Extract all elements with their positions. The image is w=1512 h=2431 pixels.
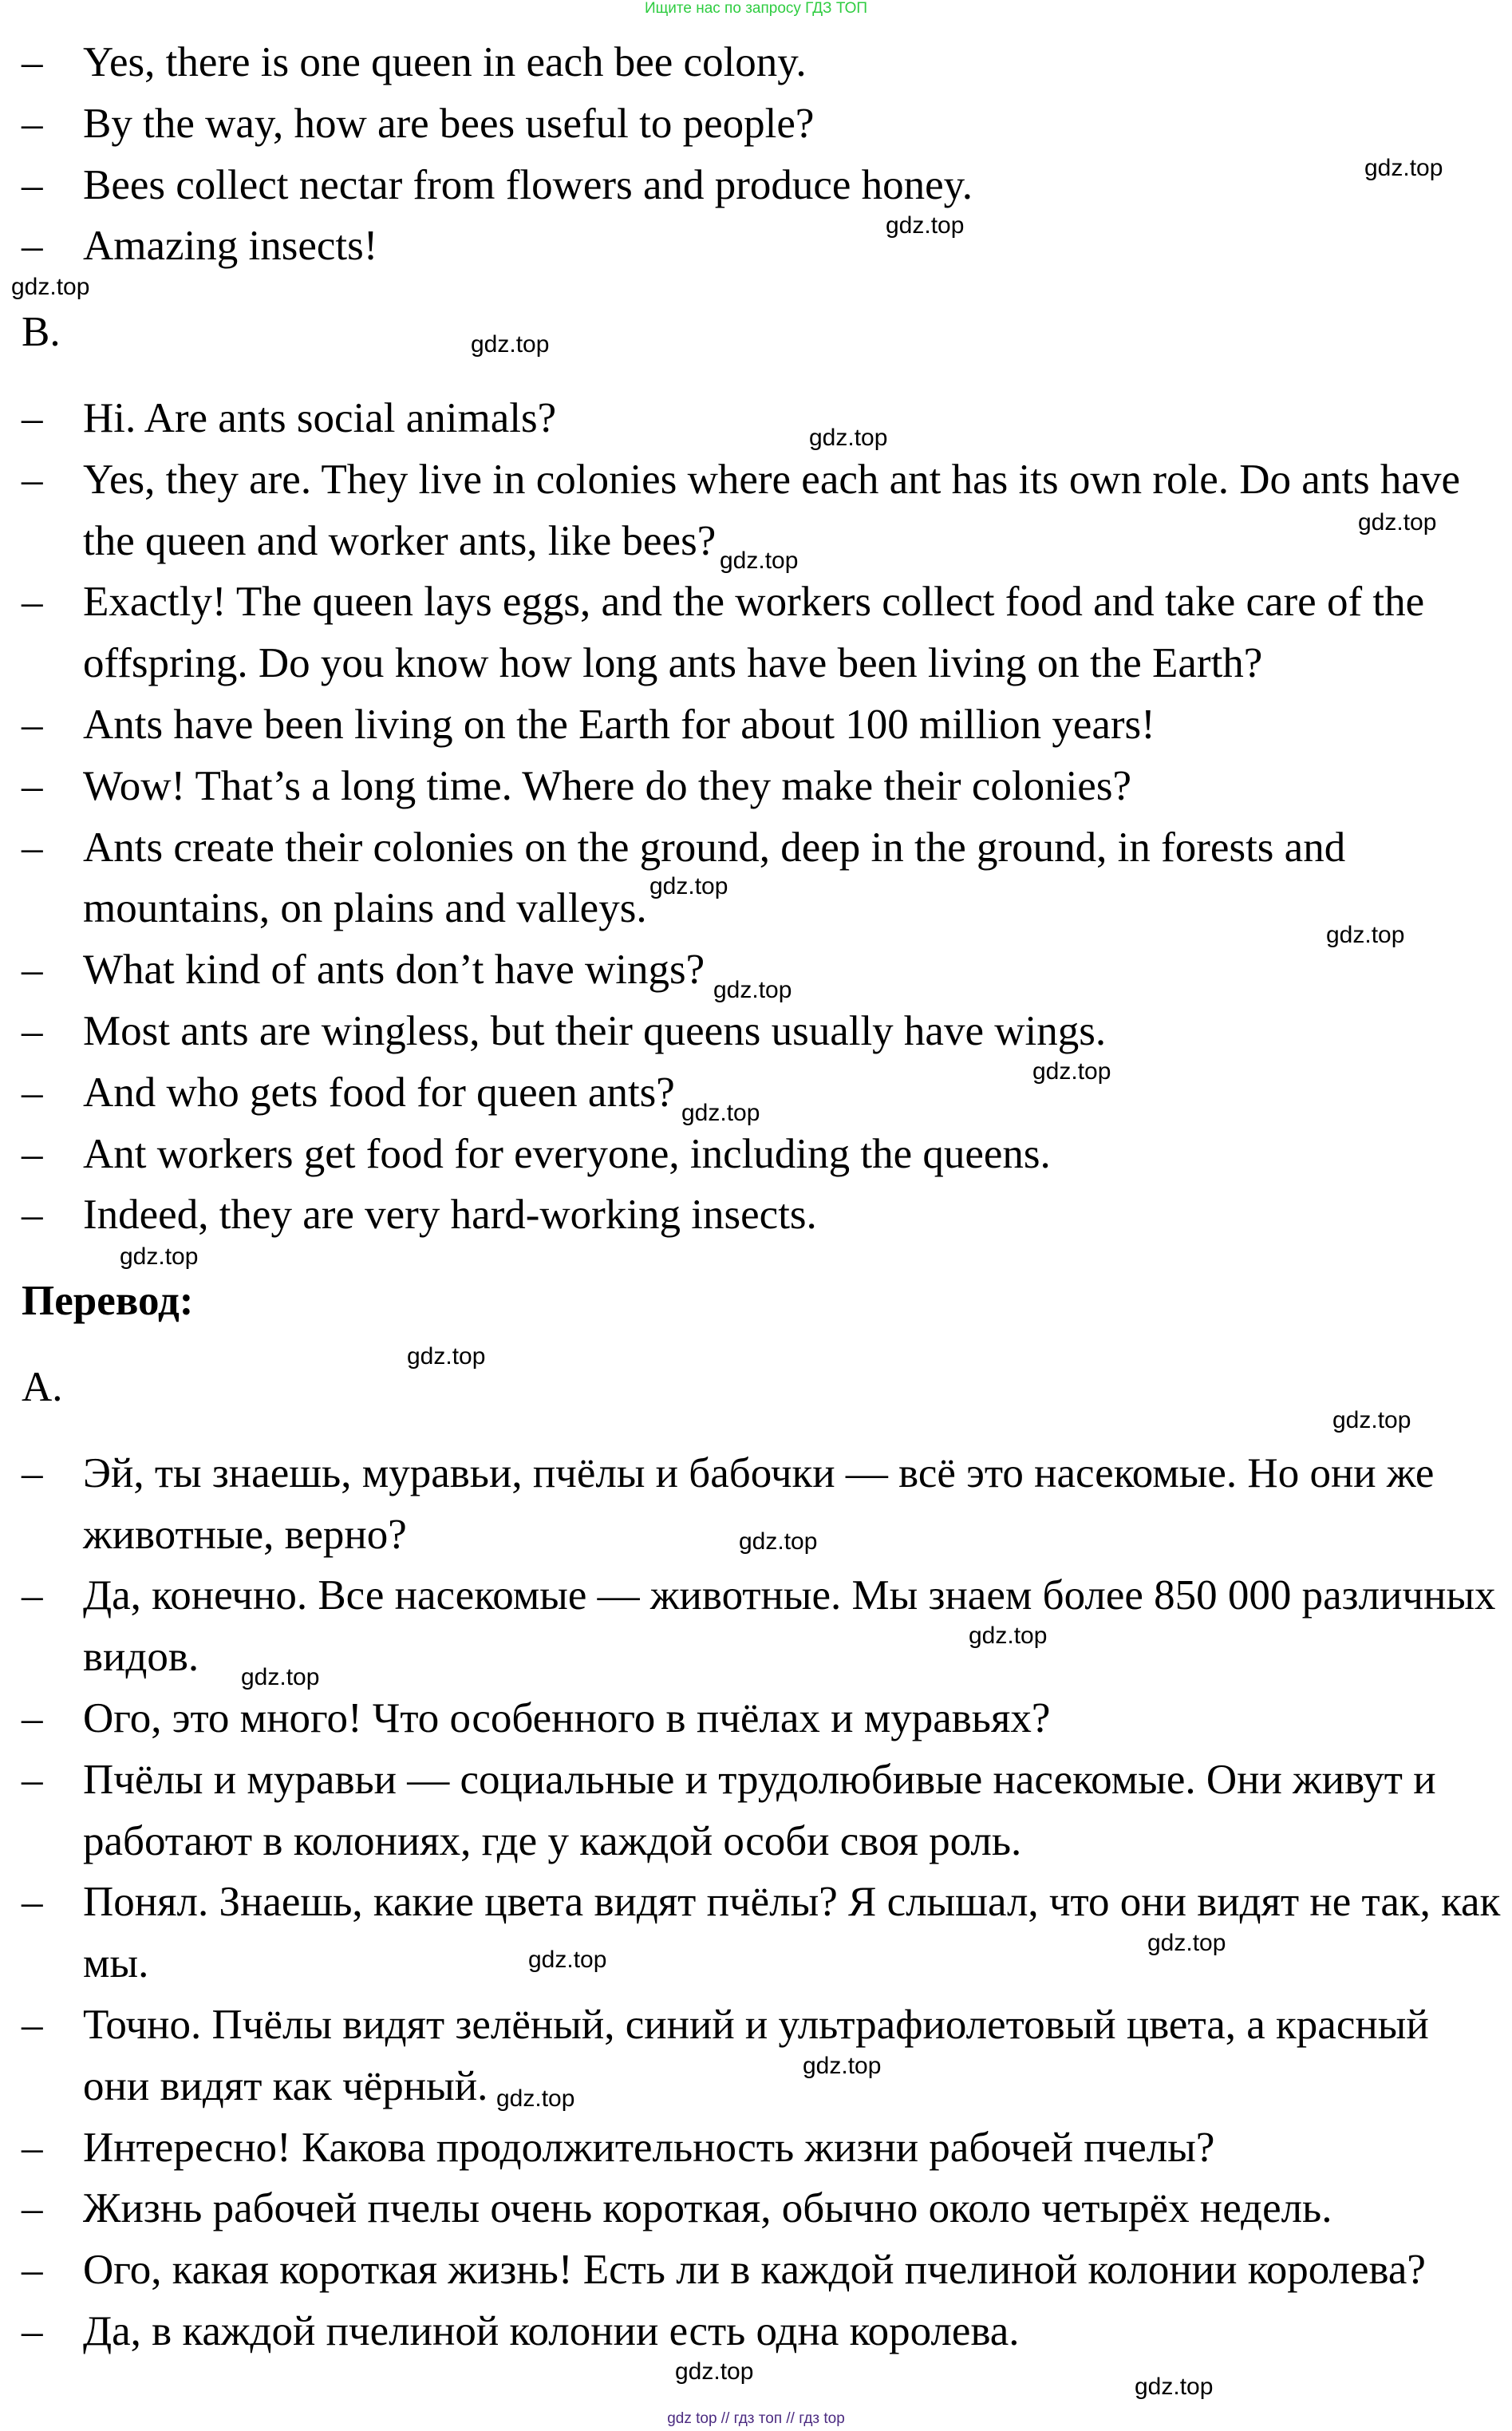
dialogue-line — [0, 2117, 1512, 2179]
dash-marker: – — [22, 1069, 43, 1116]
dialogue-line — [0, 756, 1512, 817]
dialogue-text: Yes, there is one queen in each bee colony. — [83, 39, 807, 85]
dialogue-text: Hi. Are ants social animals? — [83, 394, 557, 441]
dialogue-line — [0, 1688, 1512, 1749]
dash-marker: – — [22, 2185, 43, 2232]
dialogue-text: Точно. Пчёлы видят зелёный, синий и ультрафиолетовый цвета, а красный они видят как чёрный. — [83, 2001, 1429, 2109]
dash-marker: – — [22, 161, 43, 208]
dialogue-line — [0, 2178, 1512, 2239]
dash-marker: – — [22, 1756, 43, 1803]
dialogue-text: Wow! That’s a long time. Where do they make their colonies? — [83, 762, 1131, 809]
dash-marker: – — [22, 100, 43, 147]
dialogue-line — [0, 155, 1512, 216]
section-a-tail — [0, 32, 1512, 277]
dash-marker: – — [22, 1192, 43, 1239]
dialogue-line — [0, 1001, 1512, 1062]
watermark: gdz.top — [803, 2053, 882, 2079]
translation-subheading: А. — [22, 1363, 63, 1410]
dash-marker: – — [22, 1879, 43, 1926]
watermark: gdz.top — [649, 873, 728, 899]
dialogue-line — [0, 1749, 1512, 1872]
dialogue-text: Пчёлы и муравьи — социальные и трудолюбивые насекомые. Они живут и работают в колониях, где у каждой особи своя роль. — [83, 1756, 1436, 1864]
dialogue-text: Ant workers get food for everyone, including the queens. — [83, 1130, 1051, 1177]
dialogue-line — [0, 1124, 1512, 1185]
dash-marker: – — [22, 947, 43, 994]
watermark: gdz.top — [886, 212, 965, 239]
dialogue-line — [0, 817, 1512, 940]
watermark: gdz.top — [713, 977, 792, 1003]
dialogue-text: Indeed, they are very hard-working insects. — [83, 1192, 817, 1239]
dash-marker: – — [22, 223, 43, 270]
dialogue-text: Ants create their colonies on the ground, deep in the ground, in forests and mountains, on plains and valleys. — [83, 824, 1346, 932]
dialogue-text: Интересно! Какова продолжительность жизни рабочей пчелы? — [83, 2124, 1215, 2171]
watermark: gdz.top — [1358, 509, 1437, 536]
watermark: gdz.top — [720, 547, 799, 574]
dialogue-text: Most ants are wingless, but their queens usually have wings. — [83, 1007, 1107, 1054]
dialogue-text: And who gets food for queen ants? — [83, 1069, 675, 1116]
dialogue-text: Ants have been living on the Earth for about 100 million years! — [83, 701, 1155, 748]
dash-marker: – — [22, 579, 43, 626]
watermark: gdz.top — [241, 1664, 320, 1690]
dialogue-line — [0, 2239, 1512, 2301]
dash-marker: – — [22, 2124, 43, 2171]
dash-marker: – — [22, 39, 43, 85]
dialogue-text: Ого, это много! Что особенного в пчёлах и муравьях? — [83, 1694, 1051, 1741]
dash-marker: – — [22, 1694, 43, 1741]
dialogue-text: Да, конечно. Все насекомые — животные. Мы знаем более 850 000 различных видов. — [83, 1572, 1496, 1681]
translation-heading: Перевод: — [22, 1278, 194, 1325]
dialogue-line — [0, 32, 1512, 93]
section-b-heading: B. — [22, 309, 61, 356]
watermark: gdz.top — [809, 425, 888, 451]
dialogue-line — [0, 2301, 1512, 2362]
watermark: gdz.top — [969, 1623, 1048, 1649]
watermark: gdz.top — [528, 1947, 607, 1973]
dash-marker: – — [22, 394, 43, 441]
dialogue-text: Понял. Знаешь, какие цвета видят пчёлы? Я слышал, что они видят не так, как мы. — [83, 1879, 1501, 1987]
document-body — [0, 32, 1512, 2362]
watermark: gdz.top — [1147, 1930, 1226, 1956]
dialogue-text: By the way, how are bees useful to people? — [83, 100, 815, 147]
dash-marker: – — [22, 762, 43, 809]
watermark: gdz.top — [471, 331, 550, 358]
watermark: gdz.top — [120, 1243, 199, 1270]
dialogue-text: Yes, they are. They live in colonies where each ant has its own role. Do ants have the queen and worker ants, like bees? — [83, 456, 1460, 564]
dash-marker: – — [22, 456, 43, 503]
watermark: gdz.top — [1332, 1407, 1411, 1433]
dialogue-line — [0, 1184, 1512, 1246]
dash-marker: – — [22, 701, 43, 748]
dialogue-text: What kind of ants don’t have wings? — [83, 947, 705, 994]
dash-marker: – — [22, 1449, 43, 1496]
dialogue-line — [0, 1994, 1512, 2117]
watermark: gdz.top — [496, 2085, 575, 2112]
dialogue-line — [0, 694, 1512, 756]
dialogue-line — [0, 571, 1512, 694]
dialogue-text: Ого, какая короткая жизнь! Есть ли в каждой пчелиной колонии королева? — [83, 2247, 1426, 2294]
dash-marker: – — [22, 824, 43, 871]
watermark: gdz.top — [1032, 1058, 1111, 1085]
dialogue-text: Жизнь рабочей пчелы очень короткая, обычно около четырёх недель. — [83, 2185, 1332, 2232]
watermark: gdz.top — [11, 274, 90, 300]
dialogue-line — [0, 93, 1512, 155]
dialogue-text: Amazing insects! — [83, 223, 378, 270]
translation-dialogue — [0, 1443, 1512, 2362]
dialogue-line — [0, 215, 1512, 277]
dialogue-text: Да, в каждой пчелиной колонии есть одна королева. — [83, 2307, 1020, 2354]
dialogue-line — [0, 1872, 1512, 1994]
dialogue-text: Эй, ты знаешь, муравьи, пчёлы и бабочки — всё это насекомые. Но они же животные, верно? — [83, 1449, 1435, 1558]
watermark: gdz.top — [1135, 2374, 1214, 2400]
dialogue-text: Exactly! The queen lays eggs, and the workers collect food and take care of the offspring. Do you know how long ants have been living on the Earth? — [83, 579, 1425, 687]
watermark: gdz.top — [675, 2358, 754, 2385]
dash-marker: – — [22, 1130, 43, 1177]
dialogue-line — [0, 1565, 1512, 1688]
watermark: gdz.top — [739, 1528, 818, 1555]
watermark: gdz.top — [1326, 922, 1405, 948]
dash-marker: – — [22, 1572, 43, 1619]
watermark: gdz.top — [407, 1343, 486, 1370]
dash-marker: – — [22, 2307, 43, 2354]
footer-text: gdz top // гдз топ // гдз top — [667, 2410, 845, 2427]
dash-marker: – — [22, 2001, 43, 2048]
dialogue-line — [0, 388, 1512, 449]
dash-marker: – — [22, 1007, 43, 1054]
watermark: gdz.top — [1364, 155, 1443, 181]
watermark: gdz.top — [681, 1100, 760, 1126]
search-banner: Ищите нас по запросу ГДЗ ТОП — [644, 0, 868, 17]
dash-marker: – — [22, 2247, 43, 2294]
dialogue-text: Bees collect nectar from flowers and produce honey. — [83, 161, 973, 208]
